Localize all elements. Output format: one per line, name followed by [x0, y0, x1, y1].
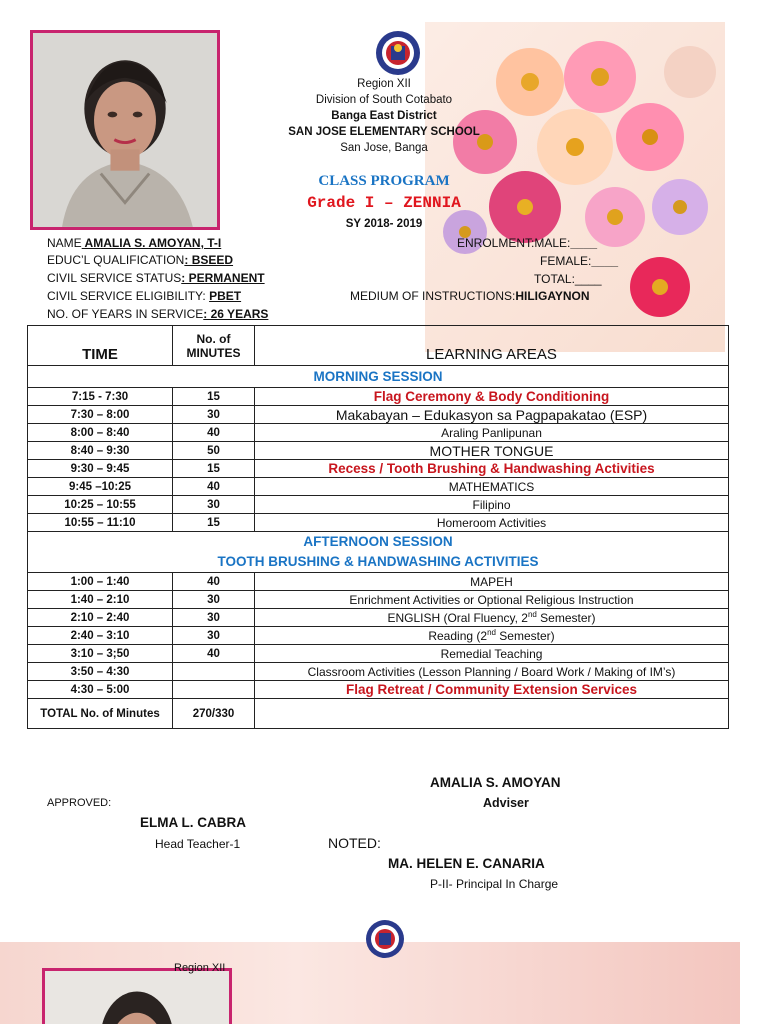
eligibility-line [47, 288, 241, 305]
table-row [28, 496, 729, 514]
principal-role: P-II- Principal In Charge [430, 877, 559, 891]
time-cell: 2:40 – 3:10 [28, 627, 173, 645]
medium-line [350, 288, 590, 305]
minutes-cell: 50 [173, 442, 255, 460]
time-cell: 3:10 – 3;50 [28, 645, 173, 663]
time-cell: 8:00 – 8:40 [28, 424, 173, 442]
time-cell: 1:40 – 2:10 [28, 591, 173, 609]
learning-area-cell: ENGLISH (Oral Fluency, 2nd Semester) [255, 609, 729, 627]
qualification-value: : BSEED [184, 253, 234, 267]
class-schedule-table [27, 325, 729, 729]
teacher-portrait-icon [33, 33, 217, 227]
learning-area-cell: Homeroom Activities [255, 514, 729, 532]
total-empty-cell [255, 699, 729, 729]
table-header-row [28, 326, 729, 366]
afternoon-session-title: AFTERNOON SESSION [303, 534, 453, 549]
time-cell: 9:30 – 9:45 [28, 460, 173, 478]
minutes-cell: 15 [173, 388, 255, 406]
table-row [28, 514, 729, 532]
minutes-cell: 30 [173, 496, 255, 514]
table-row [28, 406, 729, 424]
status-line [47, 270, 265, 287]
adviser-name: AMALIA S. AMOYAN [430, 775, 561, 790]
total-label: TOTAL: [534, 272, 575, 286]
learning-area-cell: Enrichment Activities or Optional Religious Instruction [255, 591, 729, 609]
learning-area-cell: MATHEMATICS [255, 478, 729, 496]
col-time-header: TIME [28, 326, 173, 366]
minutes-cell: 30 [173, 609, 255, 627]
table-row [28, 388, 729, 406]
male-value: ____ [570, 236, 598, 250]
time-cell: 7:30 – 8:00 [28, 406, 173, 424]
table-row [28, 478, 729, 496]
minutes-cell: 40 [173, 573, 255, 591]
eligibility-value: PBET [209, 289, 242, 303]
total-value: ____ [574, 272, 602, 286]
table-row [28, 442, 729, 460]
learning-area-cell: MAPEH [255, 573, 729, 591]
time-cell: 10:55 – 11:10 [28, 514, 173, 532]
school-name: SAN JOSE ELEMENTARY SCHOOL [288, 126, 480, 138]
teacher-name-line [47, 235, 221, 252]
principal-name: MA. HELEN E. CANARIA [388, 856, 545, 871]
table-row [28, 460, 729, 478]
learning-area-cell: Recess / Tooth Brushing & Handwashing Activities [255, 460, 729, 478]
learning-area-cell: MOTHER TONGUE [255, 442, 729, 460]
time-cell: 2:10 – 2:40 [28, 609, 173, 627]
morning-session-label: MORNING SESSION [28, 366, 729, 388]
minutes-cell [173, 681, 255, 699]
enrolment-total-line [534, 271, 602, 288]
grade-title: Grade I – ZENNIA [307, 194, 461, 212]
time-cell: 9:45 –10:25 [28, 478, 173, 496]
time-cell: 7:15 - 7:30 [28, 388, 173, 406]
name-label: NAME [47, 236, 82, 250]
years-label: NO. OF YEARS IN SERVICE [47, 307, 204, 321]
minutes-cell [173, 663, 255, 681]
qualification-label: EDUC’L QUALIFICATION [47, 253, 185, 267]
division-text: Division of South Cotabato [315, 94, 453, 106]
minutes-cell: 40 [173, 478, 255, 496]
enrolment-female-line [540, 253, 618, 270]
table-row [28, 663, 729, 681]
time-cell: 10:25 – 10:55 [28, 496, 173, 514]
learning-area-cell: Classroom Activities (Lesson Planning / Board Work / Making of IM’s) [255, 663, 729, 681]
morning-rows [28, 388, 729, 532]
total-value: 270/330 [173, 699, 255, 729]
school-address: San Jose, Banga [340, 142, 428, 154]
seal-icon [356, 30, 440, 76]
learning-area-cell: Araling Panlipunan [255, 424, 729, 442]
enrolment-male-line [457, 235, 597, 252]
female-value: ____ [591, 254, 619, 268]
afternoon-session-label [28, 532, 729, 573]
learning-area-cell: Makabayan – Edukasyon sa Pagpapakatao (ESP) [255, 406, 729, 424]
time-cell: 3:50 – 4:30 [28, 663, 173, 681]
col-minutes-header: No. of MINUTES [173, 326, 255, 366]
total-row [28, 699, 729, 729]
table-row [28, 424, 729, 442]
learning-area-cell: Reading (2nd Semester) [255, 627, 729, 645]
approved-label: APPROVED: [47, 797, 112, 809]
seal-icon [356, 918, 414, 960]
minutes-cell: 30 [173, 627, 255, 645]
time-cell: 4:30 – 5:00 [28, 681, 173, 699]
total-label: TOTAL No. of Minutes [28, 699, 173, 729]
learning-area-cell: Flag Ceremony & Body Conditioning [255, 388, 729, 406]
teacher-photo [30, 30, 220, 230]
table-row [28, 627, 729, 645]
table-row [28, 591, 729, 609]
head-teacher-role: Head Teacher-1 [155, 837, 241, 851]
learning-area-cell: Flag Retreat / Community Extension Services [255, 681, 729, 699]
district-text: Banga East District [331, 110, 437, 122]
medium-value: HILIGAYNON [515, 289, 590, 303]
qualification-line [47, 252, 233, 269]
afternoon-rows [28, 573, 729, 699]
noted-label: NOTED: [328, 835, 381, 851]
time-cell: 8:40 – 9:30 [28, 442, 173, 460]
adviser-role: Adviser [483, 796, 529, 810]
years-line [47, 306, 268, 323]
learning-area-cell: Remedial Teaching [255, 645, 729, 663]
minutes-cell: 40 [173, 645, 255, 663]
afternoon-session-subtitle: TOOTH BRUSHING & HANDWASHING ACTIVITIES [217, 554, 539, 569]
region-text: Region XII [357, 78, 411, 90]
minutes-cell: 15 [173, 514, 255, 532]
col-areas-header: LEARNING AREAS [255, 326, 729, 366]
teacher-photo-2 [42, 968, 232, 1024]
school-year: SY 2018- 2019 [345, 218, 423, 230]
minutes-cell: 15 [173, 460, 255, 478]
morning-session-row [28, 366, 729, 388]
medium-label: MEDIUM OF INSTRUCTIONS: [350, 289, 516, 303]
minutes-cell: 30 [173, 406, 255, 424]
female-label: FEMALE: [540, 254, 592, 268]
afternoon-session-row [28, 532, 729, 573]
table-row [28, 681, 729, 699]
male-label: ENROLMENT:MALE: [457, 236, 571, 250]
program-title: CLASS PROGRAM [318, 173, 450, 189]
deped-seal-logo [356, 30, 440, 76]
years-value: : 26 YEARS [203, 307, 269, 321]
teacher-portrait-icon [45, 971, 229, 1024]
status-label: CIVIL SERVICE STATUS [47, 271, 182, 285]
minutes-cell: 40 [173, 424, 255, 442]
eligibility-label: CIVIL SERVICE ELIGIBILITY: [47, 289, 210, 303]
learning-area-cell: Filipino [255, 496, 729, 514]
deped-seal-logo-2 [356, 918, 414, 960]
status-value: : PERMANENT [181, 271, 265, 285]
head-teacher-name: ELMA L. CABRA [140, 815, 246, 830]
page2-region-text: Region XII [174, 962, 226, 974]
name-value: AMALIA S. AMOYAN, T-I [81, 236, 222, 250]
table-row [28, 573, 729, 591]
minutes-cell: 30 [173, 591, 255, 609]
table-row [28, 645, 729, 663]
table-row [28, 609, 729, 627]
time-cell: 1:00 – 1:40 [28, 573, 173, 591]
